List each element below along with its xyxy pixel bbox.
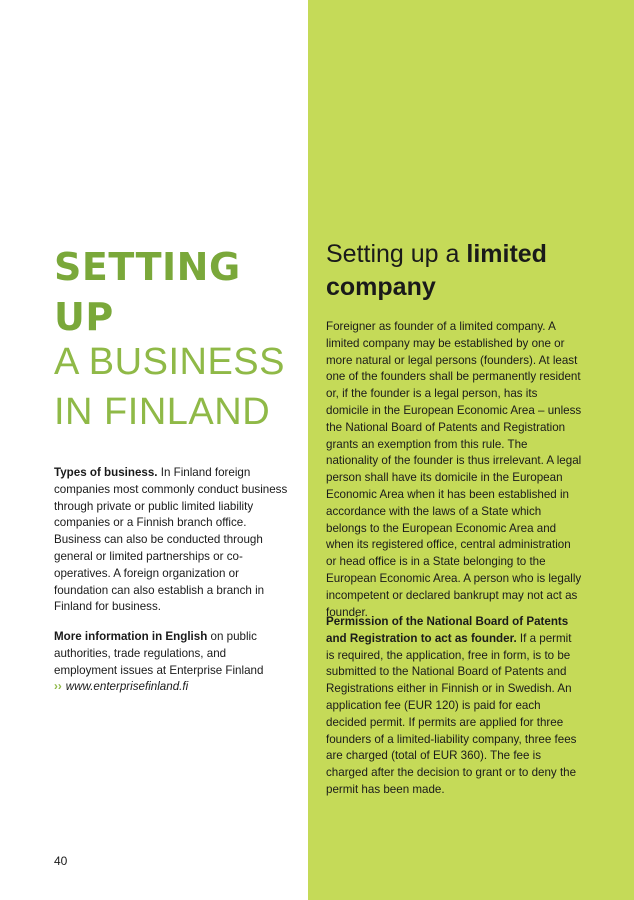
title-line-a-business: A BUSINESS (54, 341, 285, 383)
title-line-up: UP (54, 295, 114, 339)
page-title-bold (54, 242, 304, 342)
right-column (326, 0, 582, 900)
heading-light-part: Setting up a (326, 240, 467, 268)
more-info-body: on public authorities, trade regulations, and employment issues at Enterprise Finland (54, 630, 264, 677)
types-lead: Types of business. (54, 466, 158, 479)
page-title-light (54, 337, 304, 437)
permission-lead: Permission of the National Board of Patents and Registration to act as founder. (326, 615, 569, 645)
more-info-lead: More information in English (54, 630, 208, 643)
enterprise-finland-url[interactable]: www.enterprisefinland.fi (65, 680, 189, 694)
foreigner-founder-paragraph: Foreigner as founder of a limited company. A limited company may be established by one or more natural or legal persons (founders). At least one of the founders shall be permanently resident or, if the founder is a legal person, has its domicile in the European Economic Area – unless the National Board of Patents and Registration grants an exemption from this rule. The nationality of the founder is thus irrelevant. A legal person shall have its domicile in the European Economic Area when it has been established in accordance with the laws of a State which belongs to the European Economic Area and when its registered office, central administration or head office is in a State belonging to the European Economic Area. A person who is legally incompetent or declared bankrupt may not act as founder. (326, 320, 582, 619)
types-body: In Finland foreign companies most commonly conduct business through private or public limited liability companies or a Finnish branch office. Business can also be conducted through general or limited partnerships or co-operatives. A foreign organization or foundation can also establish a branch in Finland for business. (54, 466, 288, 614)
title-line-in-finland: IN FINLAND (54, 391, 271, 433)
page-number: 40 (54, 854, 68, 868)
title-line-setting: SETTING (54, 245, 241, 289)
left-column (54, 0, 294, 900)
heading-bold-part-1: limited (466, 240, 547, 268)
chevron-right-icon: ›› (54, 680, 62, 694)
types-of-business-paragraph (54, 465, 292, 616)
permission-paragraph (326, 614, 582, 799)
enterprise-finland-link[interactable] (54, 679, 292, 696)
more-info-paragraph (54, 629, 292, 696)
section-heading (326, 238, 586, 304)
heading-bold-part-2: company (326, 273, 436, 301)
permission-body: If a permit is required, the application, free in form, is to be submitted to the National Board of Patents and Registrations either in Finnish or in Swedish. An application fee (EUR 120) is paid for each decided permit. If permits are applied for three founders of a limited-liability company, three fees are charged (total of EUR 360). The fee is charged after the decision to grant or to deny the permit has been made. (326, 631, 577, 796)
